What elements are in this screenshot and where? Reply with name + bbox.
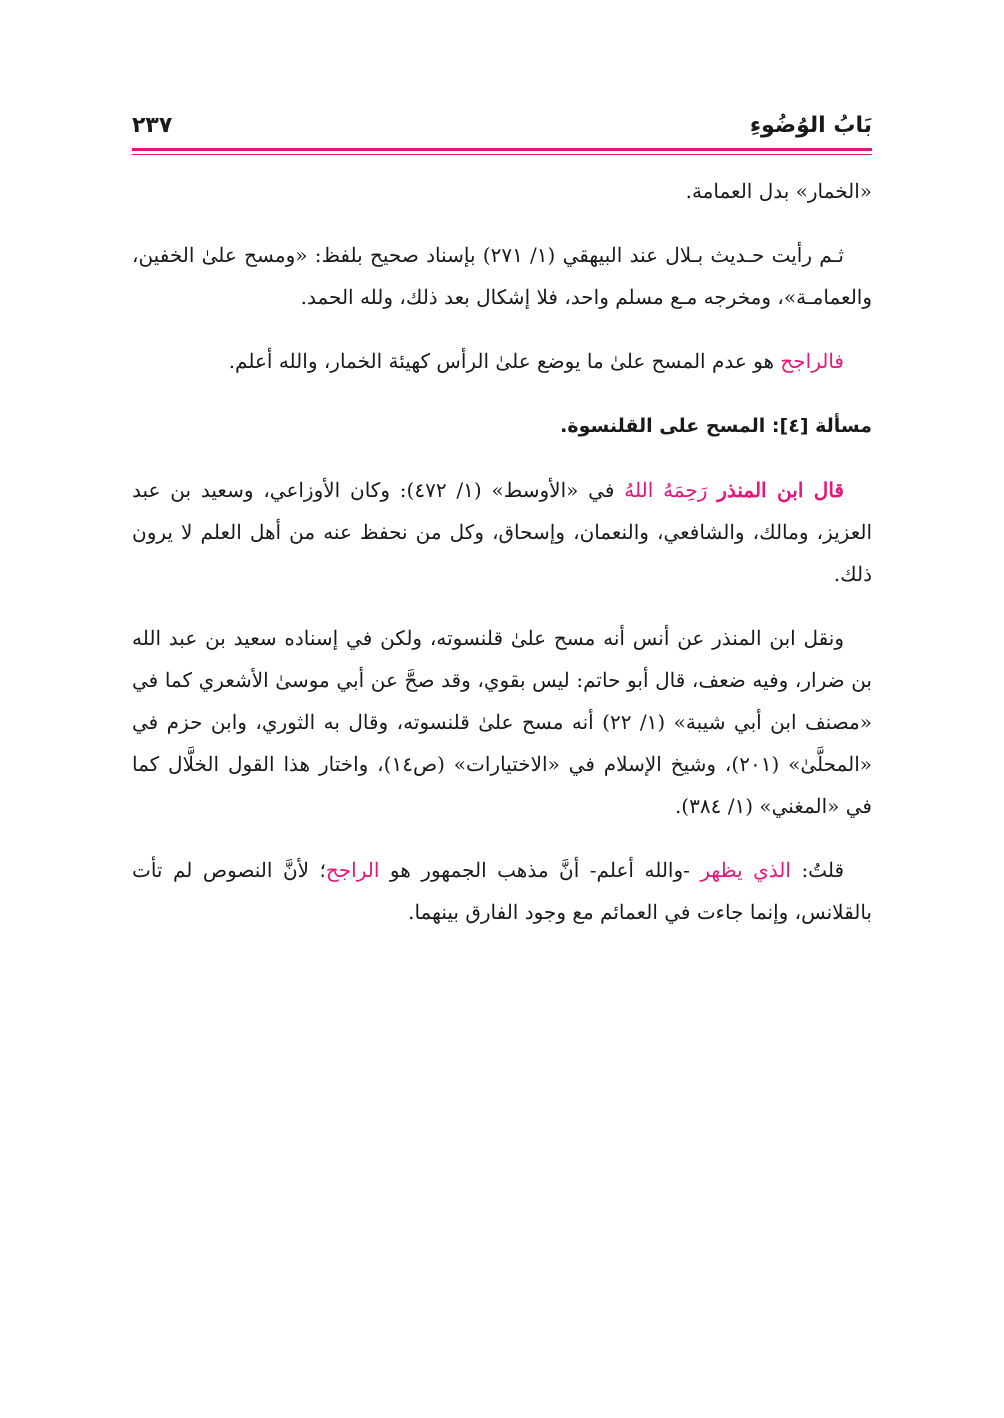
paragraph-3-text: هو عدم المسح علىٰ ما يوضع علىٰ الرأس كهيئة الخمار، والله أعلم.: [228, 349, 781, 373]
paragraph-7-end: ؛ لأنَّ النصوص لم تأت بالقلانس، وإنما جاءت في العمائم مع وجود الفارق بينهما.: [132, 858, 872, 924]
paragraph-2-text: ثـم رأيت حـديث بـلال عند البيهقي (١/ ٢٧١) بإسناد صحيح بلفظ: «ومسح علىٰ الخفين، والعمامـة»، ومخرجه مـع مسلم واحد، فلا إشكال بعد ذلك، ولله الحمد.: [132, 243, 872, 309]
paragraph-1: [132, 170, 872, 212]
preferred-highlight: الراجح: [325, 858, 380, 882]
header-rule-thick: [132, 148, 872, 151]
author-citation: قال ابن المنذر: [717, 478, 844, 502]
issue-label: مسألة [٤]:: [771, 415, 872, 437]
conclusion-highlight: فالراجح: [780, 349, 844, 373]
paragraph-7-middle: -والله أعلم- أنَّ مذهب الجمهور هو: [379, 858, 701, 882]
paragraph-2: [132, 234, 872, 318]
paragraph-6: [132, 617, 872, 827]
opinion-highlight: الذي يظهر: [700, 858, 791, 882]
paragraph-7: [132, 849, 872, 933]
issue-heading: [132, 404, 872, 447]
paragraph-1-text: «الخمار» بدل العمامة.: [685, 179, 872, 203]
header-rule-thin: [132, 154, 872, 155]
chapter-title: بَابُ الوُضُوءِ: [749, 113, 872, 138]
paragraph-6-text: ونقل ابن المنذر عن أنس أنه مسح علىٰ قلنسوته، ولكن في إسناده سعيد بن عبد الله بن ضرار، وفيه ضعف، قال أبو حاتم: ليس بقوي، وقد صحَّ عن أبي موسىٰ الأشعري كما في «مصنف ابن أبي شيبة» (١/ ٢٢) أنه مسح علىٰ قلنسوته، وقال به الثوري، وابن حزم في «المحلَّىٰ» (٢٠١)، وشيخ الإسلام في «الاختيارات» (ص١٤)، واختار هذا القول الخلَّال كما في «المغني» (١/ ٣٨٤).: [132, 626, 873, 818]
page-number: ٢٣٧: [132, 113, 173, 138]
issue-title: المسح على القلنسوة.: [560, 415, 772, 437]
paragraph-7-intro: قلتُ:: [790, 858, 844, 882]
page-header: [132, 110, 872, 150]
honorific: رَحِمَهُ اللهُ: [624, 478, 718, 502]
paragraph-5: [132, 469, 872, 595]
paragraph-5-text: في «الأوسط» (١/ ٤٧٢): وكان الأوزاعي، وسعيد بن عبد العزيز، ومالك، والشافعي، والنعمان، وإسحاق، وكل من نحفظ عنه من أهل العلم لا يرون ذلك.: [132, 478, 872, 586]
paragraph-3: [132, 340, 872, 382]
page-body: [132, 170, 872, 955]
